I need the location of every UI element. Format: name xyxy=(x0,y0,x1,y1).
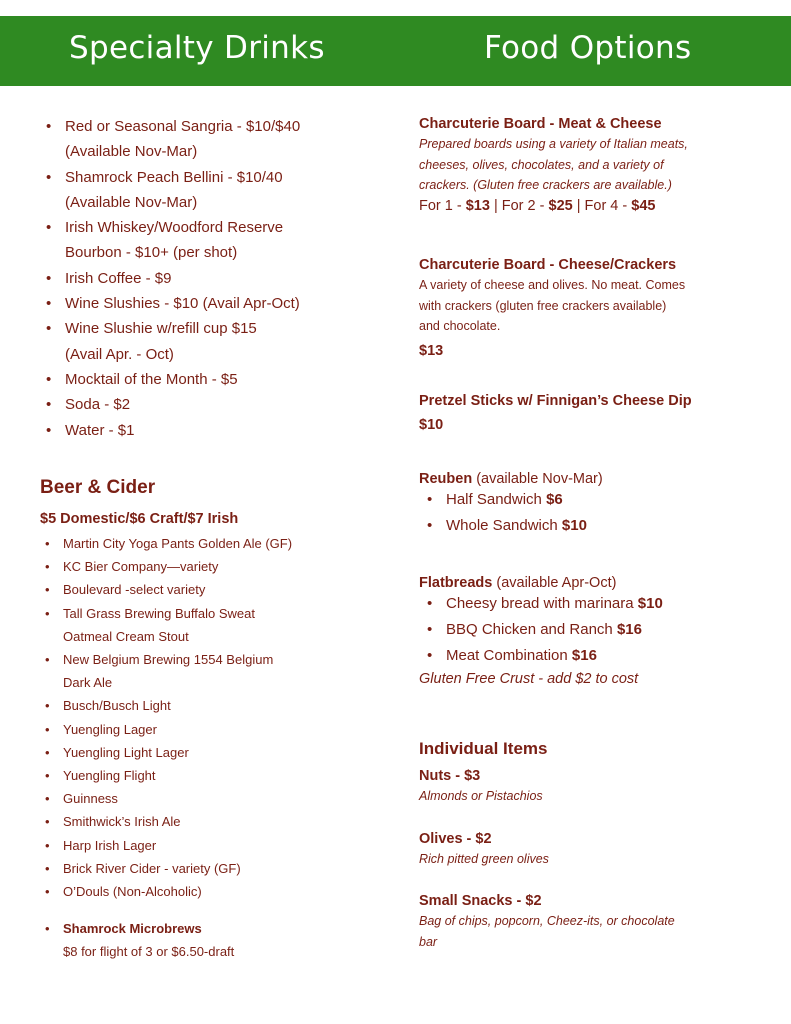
drink-note: (Avail Apr. - Oct) xyxy=(65,345,174,363)
pretzel-price: $10 xyxy=(419,417,444,433)
flatbreads-heading xyxy=(419,575,759,591)
charcuterie-cheese-title: Charcuterie Board - Cheese/Crackers xyxy=(419,257,677,273)
item-label: Cheesy bread with marinara xyxy=(446,595,638,612)
list-item xyxy=(40,602,390,648)
specialty-drinks-title: Specialty Drinks xyxy=(69,30,325,66)
list-item xyxy=(40,917,390,963)
price-label: | For 2 - xyxy=(489,198,549,215)
desc-line: bar xyxy=(419,935,438,950)
reuben-list xyxy=(419,487,759,539)
nuts-title: Nuts - $3 xyxy=(419,768,481,784)
olives-desc: Rich pitted green olives xyxy=(419,851,549,866)
microbrews-title: Shamrock Microbrews xyxy=(63,921,202,936)
list-item xyxy=(40,857,390,880)
desc-line: Prepared boards using a variety of Italian meats, xyxy=(419,137,688,151)
price-label: For 1 - xyxy=(419,198,466,215)
charcuterie-cheese-desc xyxy=(419,275,685,337)
list-item xyxy=(40,555,390,578)
list-item xyxy=(40,392,390,417)
price: $13 xyxy=(465,198,490,215)
beer-name: Busch/Busch Light xyxy=(63,698,171,714)
list-item xyxy=(40,165,390,216)
beer-name: Brick River Cider - variety (GF) xyxy=(63,860,241,876)
list-item xyxy=(419,591,759,617)
drink-name: Irish Coffee - $9 xyxy=(65,269,172,287)
price: $6 xyxy=(546,491,563,508)
list-item xyxy=(40,578,390,601)
price: $16 xyxy=(616,621,642,638)
drink-name: Mocktail of the Month - $5 xyxy=(65,370,238,388)
beer-name: Yuengling Lager xyxy=(63,721,157,737)
price-label: | For 4 - xyxy=(572,198,632,215)
charcuterie-cheese-section xyxy=(419,257,685,359)
small-snacks-desc xyxy=(419,911,759,952)
list-item xyxy=(40,648,390,694)
beer-pricing: $5 Domestic/$6 Craft/$7 Irish xyxy=(40,511,239,527)
beer-name: Smithwick’s Irish Ale xyxy=(63,814,181,830)
pretzel-title: Pretzel Sticks w/ Finnigan’s Cheese Dip xyxy=(419,393,692,409)
list-item xyxy=(40,316,390,367)
charcuterie-meat-section xyxy=(419,116,688,214)
list-item xyxy=(40,880,390,903)
list-item xyxy=(40,367,390,392)
list-item xyxy=(419,617,759,643)
list-item xyxy=(40,834,390,857)
beer-name: O’Douls (Non-Alcoholic) xyxy=(63,884,202,900)
list-item xyxy=(40,215,390,266)
beer-name: Martin City Yoga Pants Golden Ale (GF) xyxy=(63,536,293,551)
list-item xyxy=(419,487,759,513)
price: $10 xyxy=(637,595,663,612)
drink-name: Soda - $2 xyxy=(65,396,131,414)
charcuterie-meat-desc xyxy=(419,134,688,196)
list-item xyxy=(40,787,390,810)
list-item xyxy=(40,532,390,555)
desc-line: cheeses, olives, chocolates, and a variety of xyxy=(419,157,664,172)
charcuterie-meat-title: Charcuterie Board - Meat & Cheese xyxy=(419,116,662,132)
small-snacks-title: Small Snacks - $2 xyxy=(419,893,542,910)
beer-cider-heading: Beer & Cider xyxy=(40,477,156,498)
beer-list xyxy=(40,532,390,903)
individual-items-heading: Individual Items xyxy=(419,739,548,758)
list-item xyxy=(40,291,390,316)
flatbreads-note: (available Apr-Oct) xyxy=(492,575,617,591)
list-item xyxy=(40,418,390,443)
microbrews-desc: $8 for flight of 3 or $6.50-draft xyxy=(63,944,235,960)
desc-line: crackers. (Gluten free crackers are available.) xyxy=(419,178,672,193)
charcuterie-meat-prices xyxy=(419,198,688,214)
item-label: Whole Sandwich xyxy=(446,517,562,534)
price: $10 xyxy=(561,517,587,534)
list-item xyxy=(40,694,390,717)
beer-name: Boulevard -select variety xyxy=(63,582,206,598)
beer-name: Guinness xyxy=(63,791,118,807)
list-item xyxy=(40,718,390,741)
olives-title: Olives - $2 xyxy=(419,830,492,847)
flatbreads-list xyxy=(419,591,759,669)
microbrews-list xyxy=(40,917,390,963)
desc-line: and chocolate. xyxy=(419,319,501,334)
drink-name: Irish Whiskey/Woodford Reserve xyxy=(65,219,284,237)
list-item xyxy=(40,114,390,165)
drink-note: Bourbon - $10+ (per shot) xyxy=(65,244,238,262)
charcuterie-cheese-price: $13 xyxy=(419,343,444,360)
food-options-title: Food Options xyxy=(484,30,692,66)
item-label: Meat Combination xyxy=(446,647,572,664)
beer-name: KC Bier Company—variety xyxy=(63,559,219,575)
drink-note: (Available Nov-Mar) xyxy=(65,143,198,161)
list-item xyxy=(40,764,390,787)
reuben-title: Reuben xyxy=(419,471,473,487)
drink-note: (Available Nov-Mar) xyxy=(65,193,198,211)
gluten-free-note: Gluten Free Crust - add $2 to cost xyxy=(419,671,639,687)
price: $16 xyxy=(571,647,597,664)
beer-name: Yuengling Flight xyxy=(63,768,156,784)
price: $45 xyxy=(631,198,656,215)
flatbreads-section xyxy=(419,575,759,687)
beer-name-cont: Oatmeal Cream Stout xyxy=(63,628,189,644)
drink-name: Wine Slushies - $10 (Avail Apr-Oct) xyxy=(65,295,300,313)
list-item xyxy=(40,810,390,833)
list-item xyxy=(40,266,390,291)
beer-name: Harp Irish Lager xyxy=(63,837,157,853)
desc-line: with crackers (gluten free crackers available) xyxy=(419,298,667,313)
nuts-desc: Almonds or Pistachios xyxy=(419,789,543,803)
beer-name: Tall Grass Brewing Buffalo Sweat xyxy=(63,605,255,621)
item-label: BBQ Chicken and Ranch xyxy=(446,621,617,638)
drink-name: Red or Seasonal Sangria - $10/$40 xyxy=(65,118,301,135)
beer-name: Yuengling Light Lager xyxy=(63,744,189,760)
desc-line: Bag of chips, popcorn, Cheez-its, or chocolate xyxy=(419,914,675,929)
beer-name: New Belgium Brewing 1554 Belgium xyxy=(63,652,274,668)
desc-line: A variety of cheese and olives. No meat. Comes xyxy=(419,278,686,292)
individual-items-section xyxy=(419,739,759,953)
beer-name-cont: Dark Ale xyxy=(63,675,113,691)
list-item xyxy=(419,643,759,669)
reuben-heading xyxy=(419,471,759,487)
drink-name: Wine Slushie w/refill cup $15 xyxy=(65,320,257,338)
pretzel-section xyxy=(419,393,692,433)
flatbreads-title: Flatbreads xyxy=(419,575,493,591)
reuben-section xyxy=(419,471,759,539)
price: $25 xyxy=(548,198,573,215)
drink-name: Water - $1 xyxy=(65,421,135,439)
list-item xyxy=(40,741,390,764)
reuben-note: (available Nov-Mar) xyxy=(472,471,603,487)
list-item xyxy=(419,513,759,539)
drink-name: Shamrock Peach Bellini - $10/40 xyxy=(65,168,283,186)
left-column xyxy=(40,114,390,960)
specialty-drinks-list xyxy=(40,114,390,443)
item-label: Half Sandwich xyxy=(446,491,547,508)
